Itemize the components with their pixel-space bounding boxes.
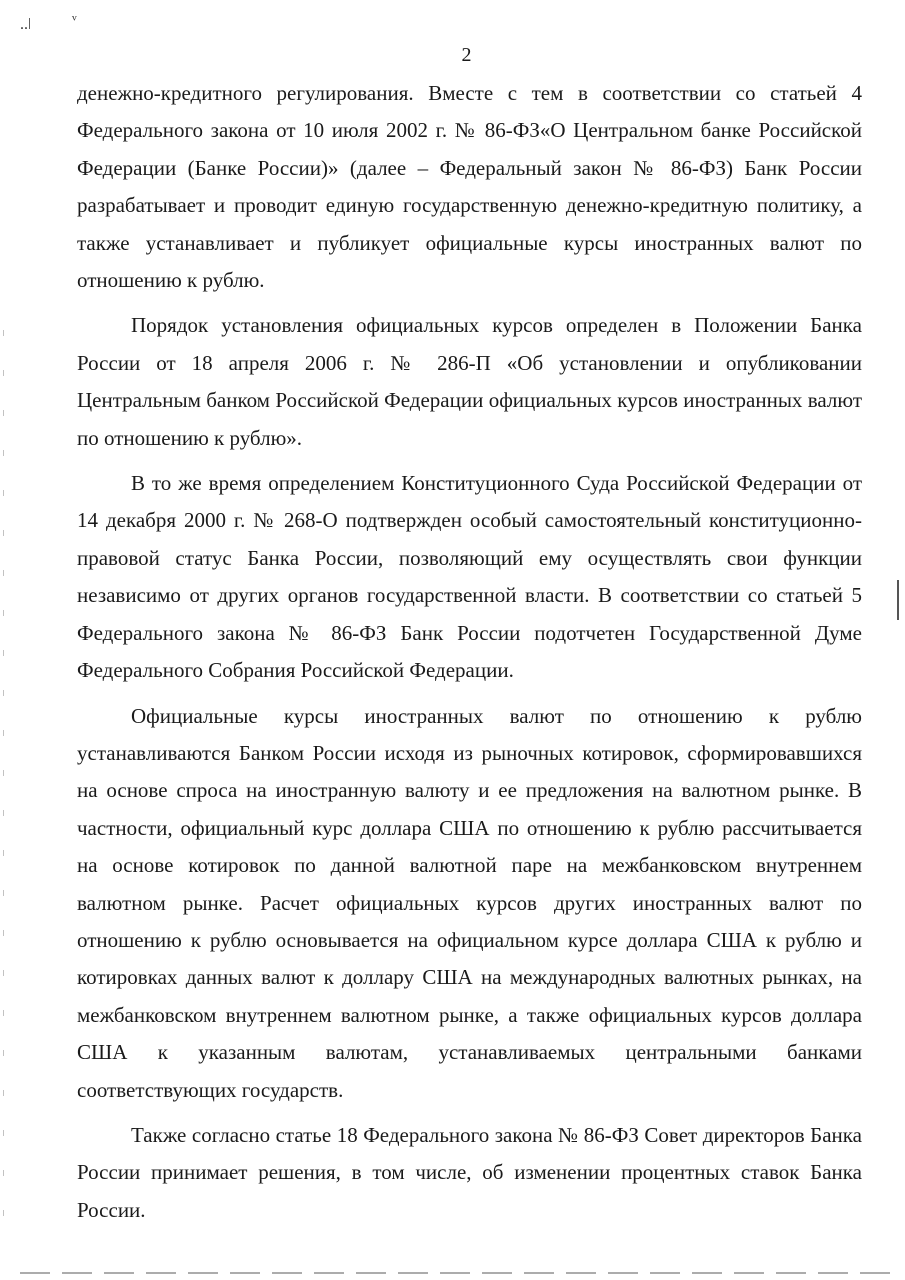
scan-artifact-mark: ..ǀ — [20, 16, 32, 33]
scan-bottom-edge — [20, 1272, 890, 1274]
paragraph-1: денежно-кредитного регулирования. Вместе с тем в соответствии со статьей 4 Федерального закона от 10 июля 2002 г. № 86-ФЗ«О Центральном банке Российской Федерации (Банке России)» (далее – Федеральный закон № 86-ФЗ) Банк России разрабатывает и проводит единую государственную денежно-кредитную политику, а также устанавливает и публикует официальные курсы иностранных валют по отношению к рублю. — [77, 81, 862, 293]
paragraph-5: Также согласно статье 18 Федерального закона № 86-ФЗ Совет директоров Банка России принимает решения, в том числе, об изменении процентных ставок Банка России. — [77, 1122, 862, 1222]
page-number: 2 — [461, 44, 472, 66]
document-body — [77, 75, 862, 1229]
paragraph-3: В то же время определением Конституционного Суда Российской Федерации от 14 декабря 2000 г. № 268-О подтвержден особый самостоятельный конституционно-правовой статус Банка России, позволяющий ему осуществлять свои функции независимо от других органов государственной власти. В соответствии со статьей 5 Федерального закона № 86-ФЗ Банк России подотчетен Государственной Думе Федерального Собрания Российской Федерации. — [77, 471, 862, 683]
scan-margin-mark — [897, 580, 899, 620]
scan-edge-line — [3, 330, 4, 1230]
paragraph-4: Официальные курсы иностранных валют по отношению к рублю устанавливаются Банком России исходя из рыночных котировок, сформировавшихся на основе спроса на иностранную валюту и ее предложения на валютном рынке. В частности, официальный курс доллара США по отношению к рублю рассчитывается на основе котировок по данной валютной паре на межбанковском внутреннем валютном рынке. Расчет официальных курсов других иностранных валют по отношению к рублю основывается на официальном курсе доллара США к рублю и котировках данных валют к доллару США на международных валютных рынках, на межбанковском внутреннем валютном рынке, а также официальных курсов доллара США к указанным валютам, устанавливаемых центральными банками соответствующих государств. — [77, 703, 862, 1102]
paragraph-2: Порядок установления официальных курсов определен в Положении Банка России от 18 апреля 2006 г. № 286-П «Об установлении и опубликовании Центральным банком Российской Федерации официальных курсов иностранных валют по отношению к рублю». — [77, 313, 862, 450]
scan-artifact-mark-2: ᵛ — [72, 12, 77, 29]
